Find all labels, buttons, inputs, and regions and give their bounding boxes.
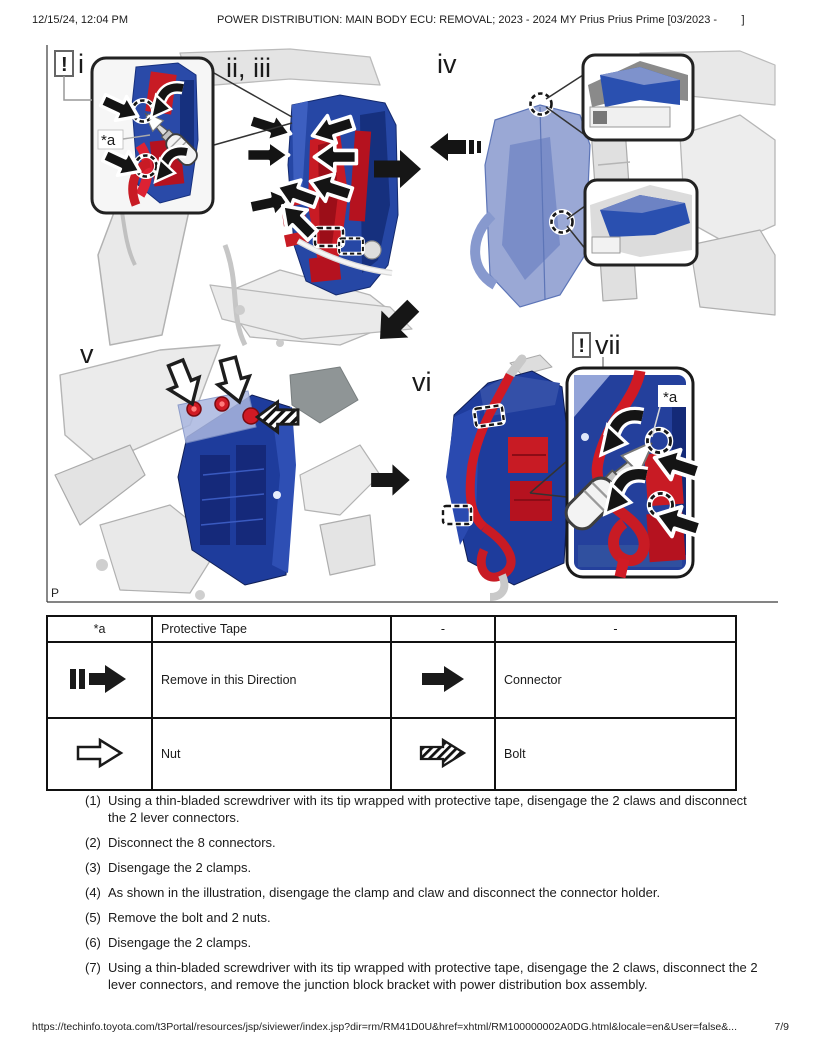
instruction-item (85, 834, 767, 851)
instruction-text: Using a thin-bladed screwdriver with its tip wrapped with protective tape, disengage the 2 claws, disconnect the 2 lever connectors, and remove the junction block bracket with power distribution box assembly. (108, 960, 758, 992)
legend-label-bolt: Bolt (495, 718, 736, 790)
instruction-number: (7) (85, 960, 101, 975)
protective-tape-callout: *a (663, 389, 678, 406)
remove-direction-arrow (430, 133, 481, 161)
panel-vii (561, 330, 704, 577)
panel-label-ii-iii: ii, iii (226, 53, 271, 83)
instruction-item (85, 884, 767, 901)
figure-corner-letter: P (51, 586, 60, 600)
clamp-detail-callout-bottom (585, 180, 697, 265)
instruction-text: Disengage the 2 clamps. (108, 935, 252, 950)
instruction-item (85, 859, 767, 876)
instruction-item (85, 792, 767, 826)
panel-label-vi: vi (412, 367, 432, 397)
procedure-illustration (40, 45, 780, 605)
instruction-text: Disconnect the 8 connectors. (108, 835, 276, 850)
panel-label-i: i (78, 49, 84, 79)
page-title: POWER DISTRIBUTION: MAIN BODY ECU: REMOVAL; 2023 - 2024 MY Prius Prius Prime [03/2023 - ] (217, 14, 745, 26)
instruction-number: (1) (85, 793, 101, 808)
instruction-text: As shown in the illustration, disengage the clamp and claw and disconnect the connector holder. (108, 885, 661, 900)
connector-arrow-icon (418, 662, 468, 696)
legend-table (46, 615, 737, 791)
legend-label-tape: Protective Tape (152, 616, 391, 642)
instruction-number: (5) (85, 910, 101, 925)
connector-arrow (247, 141, 289, 170)
nut-arrow-icon (74, 735, 126, 771)
legend-symbol-tape: *a (47, 616, 152, 642)
clamp-detail-callout-top (583, 55, 693, 140)
print-datetime: 12/15/24, 12:04 PM (32, 14, 129, 26)
caution-label-i (55, 49, 92, 100)
protective-tape-callout: *a (101, 132, 116, 149)
instruction-number: (2) (85, 835, 101, 850)
panel-iv (430, 49, 697, 307)
figure-illustration (40, 45, 780, 605)
panel-label-vii: vii (595, 330, 621, 360)
source-url: https://techinfo.toyota.com/t3Portal/resources/jsp/siviewer/index.jsp?dir=rm/RM41D0U&href=xhtml/RM100000002A0DG.html&locale=en&User=false&... (32, 1021, 737, 1033)
ghosted-ecu-assembly (475, 105, 590, 307)
panel-label-v: v (80, 339, 94, 369)
legend-symbol-dash: - (391, 616, 495, 642)
sequence-arrow-right (371, 464, 410, 495)
panel-vi (412, 359, 570, 597)
legend-label-nut: Nut (152, 718, 391, 790)
symbol-legend (46, 615, 737, 791)
instruction-number: (4) (85, 885, 101, 900)
instruction-item (85, 909, 767, 926)
instruction-text: Disengage the 2 clamps. (108, 860, 252, 875)
instruction-item (85, 959, 767, 993)
warning-icon: ! (578, 336, 585, 357)
lever-connector-detail (561, 371, 704, 577)
procedure-steps (85, 792, 767, 1001)
instruction-text: Using a thin-bladed screwdriver with its tip wrapped with protective tape, disengage the 2 claws and disconnect the 2 lever connectors. (108, 793, 747, 825)
instruction-text: Remove the bolt and 2 nuts. (108, 910, 271, 925)
warning-icon: ! (61, 54, 68, 76)
legend-label-connector: Connector (495, 642, 736, 718)
remove-direction-arrow-icon (68, 659, 132, 699)
legend-label-remove-direction: Remove in this Direction (152, 642, 391, 718)
panel-label-iv: iv (437, 49, 457, 79)
instruction-number: (3) (85, 860, 101, 875)
legend-label-dash: - (495, 616, 736, 642)
instruction-item (85, 934, 767, 951)
panel-ii-iii-view (226, 53, 398, 295)
page-number: 7/9 (774, 1021, 789, 1033)
bolt-arrow-icon (417, 735, 469, 771)
instruction-number: (6) (85, 935, 101, 950)
